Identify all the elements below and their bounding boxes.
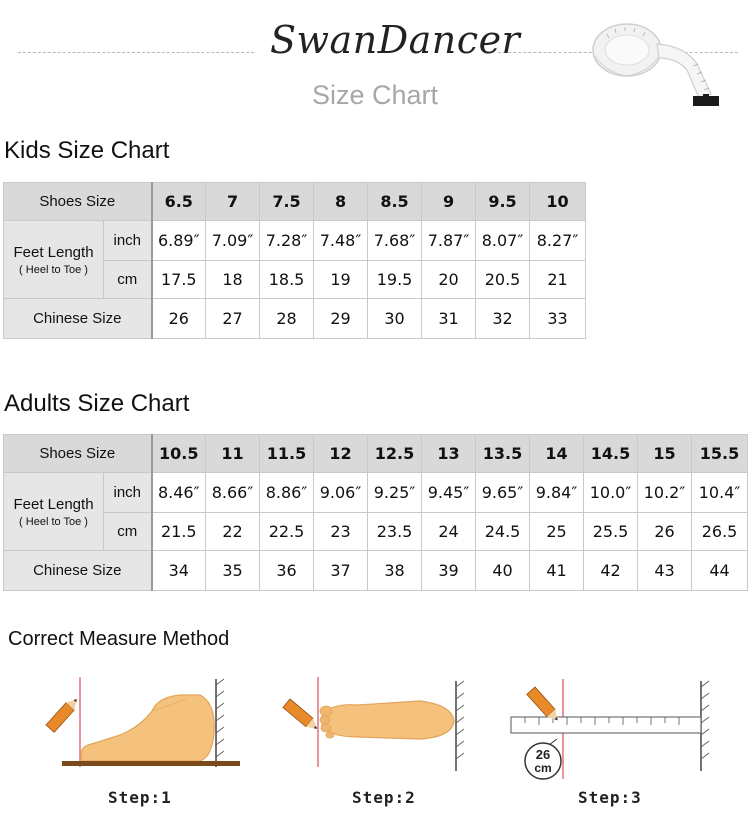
table-cell: 24.5 (476, 513, 530, 551)
table-cell: 13.5 (476, 435, 530, 473)
table-cell: 18.5 (260, 261, 314, 299)
table-cell: 9.06″ (314, 473, 368, 513)
table-cell: 32 (476, 299, 530, 339)
table-cell: 8.5 (368, 183, 422, 221)
table-cell: 36 (260, 551, 314, 591)
table-cell: 23 (314, 513, 368, 551)
table-cell: 22 (206, 513, 260, 551)
table-cell: 19.5 (368, 261, 422, 299)
table-row (4, 221, 586, 261)
step-2-label: Step:2 (352, 788, 416, 807)
table-cell: 9.5 (476, 183, 530, 221)
feet-length-text: Feet Length (13, 495, 94, 513)
table-cell: 9.65″ (476, 473, 530, 513)
table-cell: 38 (368, 551, 422, 591)
table-cell: 41 (530, 551, 584, 591)
table-cell: 8.46″ (152, 473, 206, 513)
table-cell: 14 (530, 435, 584, 473)
table-cell: 7.68″ (368, 221, 422, 261)
cm-unit-label: cm (104, 261, 152, 299)
step-3-label: Step:3 (578, 788, 642, 807)
table-cell: 18 (206, 261, 260, 299)
kids-section-title: Kids Size Chart (4, 137, 170, 164)
table-cell: 20.5 (476, 261, 530, 299)
table-cell: 7.09″ (206, 221, 260, 261)
table-cell: 26 (152, 299, 206, 339)
table-cell: 29 (314, 299, 368, 339)
table-cell: 34 (152, 551, 206, 591)
table-cell: 26.5 (692, 513, 748, 551)
tape-measure-icon (585, 10, 735, 110)
table-cell: 10.2″ (638, 473, 692, 513)
table-cell: 11.5 (260, 435, 314, 473)
table-cell: 7.48″ (314, 221, 368, 261)
page-subtitle: Size Chart (311, 80, 439, 110)
feet-length-label (4, 473, 104, 551)
table-row (4, 551, 748, 591)
header-divider-left (18, 52, 254, 53)
table-row (4, 513, 748, 551)
kids-size-table (3, 182, 586, 339)
table-cell: 17.5 (152, 261, 206, 299)
table-cell: 35 (206, 551, 260, 591)
table-cell: 20 (422, 261, 476, 299)
table-cell: 7.5 (260, 183, 314, 221)
table-cell: 21.5 (152, 513, 206, 551)
feet-length-label (4, 221, 104, 299)
table-cell: 10 (530, 183, 586, 221)
table-cell: 10.4″ (692, 473, 748, 513)
brand-logo: SwanDancer (270, 18, 521, 62)
table-cell: 15.5 (692, 435, 748, 473)
table-cell: 40 (476, 551, 530, 591)
table-cell: 9.45″ (422, 473, 476, 513)
table-cell: 25.5 (584, 513, 638, 551)
table-cell: 9.25″ (368, 473, 422, 513)
inch-unit-label: inch (104, 473, 152, 513)
table-cell: 7.87″ (422, 221, 476, 261)
adults-size-table (3, 434, 748, 591)
step-1-label: Step:1 (108, 788, 172, 807)
measure-value-label: 26 (535, 747, 551, 762)
shoes-size-label: Shoes Size (4, 435, 152, 473)
table-cell: 28 (260, 299, 314, 339)
table-cell: 24 (422, 513, 476, 551)
table-cell: 6.89″ (152, 221, 206, 261)
table-cell: 11 (206, 435, 260, 473)
table-cell: 26 (638, 513, 692, 551)
table-cell: 13 (422, 435, 476, 473)
table-cell: 25 (530, 513, 584, 551)
table-row (4, 183, 586, 221)
table-cell: 43 (638, 551, 692, 591)
cm-unit-label: cm (104, 513, 152, 551)
table-row (4, 299, 586, 339)
table-cell: 21 (530, 261, 586, 299)
table-cell: 42 (584, 551, 638, 591)
table-cell: 30 (368, 299, 422, 339)
adults-section-title: Adults Size Chart (4, 390, 190, 417)
table-cell: 10.0″ (584, 473, 638, 513)
table-cell: 8.07″ (476, 221, 530, 261)
step2-foot-top-illustration (280, 675, 475, 775)
table-cell: 8 (314, 183, 368, 221)
table-cell: 10.5 (152, 435, 206, 473)
chinese-size-label: Chinese Size (4, 551, 152, 591)
inch-unit-label: inch (104, 221, 152, 261)
feet-length-subtext: ( Heel to Toe ) (19, 263, 88, 276)
table-row (4, 435, 748, 473)
table-cell: 44 (692, 551, 748, 591)
table-cell: 19 (314, 261, 368, 299)
table-cell: 9 (422, 183, 476, 221)
table-cell: 31 (422, 299, 476, 339)
chinese-size-label: Chinese Size (4, 299, 152, 339)
table-cell: 6.5 (152, 183, 206, 221)
table-cell: 12 (314, 435, 368, 473)
step1-foot-side-illustration (40, 675, 245, 775)
table-cell: 7 (206, 183, 260, 221)
table-cell: 22.5 (260, 513, 314, 551)
table-cell: 15 (638, 435, 692, 473)
table-cell: 23.5 (368, 513, 422, 551)
table-cell: 33 (530, 299, 586, 339)
feet-length-subtext: ( Heel to Toe ) (19, 515, 88, 528)
step3-ruler-illustration (505, 675, 720, 785)
table-cell: 37 (314, 551, 368, 591)
table-cell: 8.27″ (530, 221, 586, 261)
table-cell: 8.66″ (206, 473, 260, 513)
feet-length-text: Feet Length (13, 243, 94, 261)
table-cell: 12.5 (368, 435, 422, 473)
table-cell: 8.86″ (260, 473, 314, 513)
measure-unit-label: cm (534, 761, 552, 775)
shoes-size-label: Shoes Size (4, 183, 152, 221)
table-cell: 27 (206, 299, 260, 339)
table-cell: 9.84″ (530, 473, 584, 513)
measure-method-title: Correct Measure Method (8, 628, 230, 650)
table-row (4, 473, 748, 513)
table-cell: 39 (422, 551, 476, 591)
table-cell: 14.5 (584, 435, 638, 473)
table-cell: 7.28″ (260, 221, 314, 261)
